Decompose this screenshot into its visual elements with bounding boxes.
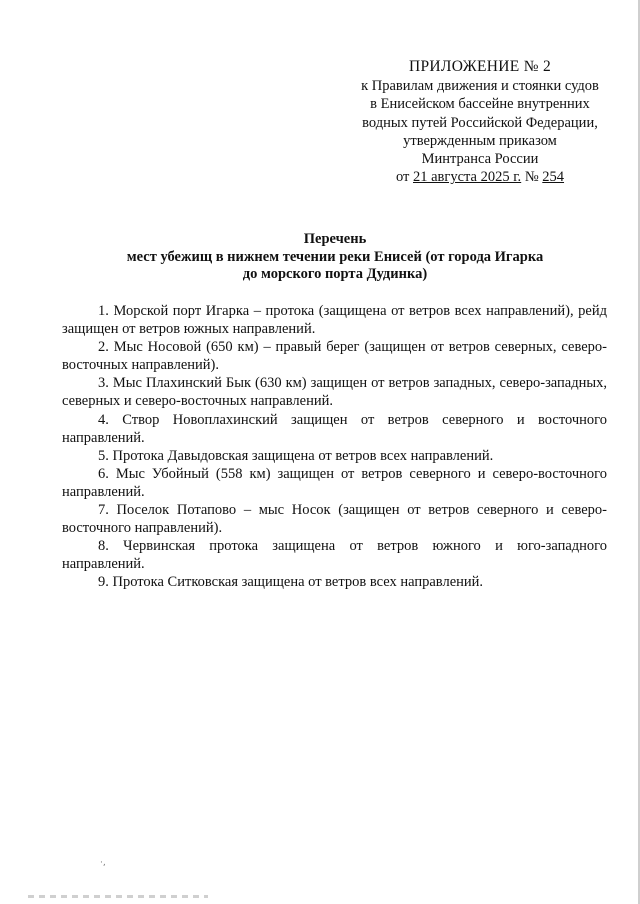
order-date-line	[330, 168, 630, 186]
list-item: 7. Поселок Потапово – мыс Носок (защищен от ветров северного и северо-восточного направлений).	[62, 502, 607, 537]
list-item: 3. Мыс Плахинский Бык (630 км) защищен от ветров западных, северо-западных, северных и северо-восточных направлений.	[62, 375, 607, 410]
list-item: 8. Червинская протока защищена от ветров южного и юго-западного направлений.	[62, 538, 607, 573]
appendix-heading: ПРИЛОЖЕНИЕ № 2	[408, 58, 552, 75]
appendix-line: к Правилам движения и стоянки судов	[361, 78, 599, 95]
title-line: до морского порта Дудинка)	[242, 266, 428, 283]
appendix-line: водных путей Российской Федерации,	[362, 114, 598, 131]
list-item: 1. Морской порт Игарка – протока (защищена от ветров всех направлений), рейд защищен от ветров южных направлений.	[62, 303, 607, 338]
appendix-line: в Енисейском бассейне внутренних	[370, 96, 590, 113]
list-item: 4. Створ Новоплахинский защищен от ветров северного и восточного направлений.	[62, 411, 607, 446]
title-line: Перечень	[303, 231, 367, 247]
appendix-line: утвержденным приказом	[403, 132, 557, 149]
appendix-header	[330, 58, 630, 186]
appendix-line: Минтранса России	[421, 151, 539, 168]
title-line: мест убежищ в нижнем течении реки Енисей (от города Игарка	[126, 248, 544, 265]
list-item: 9. Протока Ситковская защищена от ветров всех направлений.	[98, 574, 484, 591]
number-prefix: №	[521, 169, 543, 186]
scan-artifact-strip	[28, 895, 208, 898]
list-item: 5. Протока Давыдовская защищена от ветров всех направлений.	[98, 447, 494, 464]
document-title	[60, 231, 610, 284]
order-date: 21 августа 2025 г.	[413, 169, 522, 186]
order-number: 254	[542, 169, 565, 186]
date-prefix: от	[395, 169, 413, 186]
scan-speck: ·,	[100, 858, 106, 868]
list-item: 2. Мыс Носовой (650 км) – правый берег (защищен от ветров северных, северо-восточных направлений).	[62, 339, 607, 374]
list-item: 6. Мыс Убойный (558 км) защищен от ветров северного и северо-восточного направлений.	[62, 465, 607, 500]
shelter-list	[62, 302, 607, 592]
